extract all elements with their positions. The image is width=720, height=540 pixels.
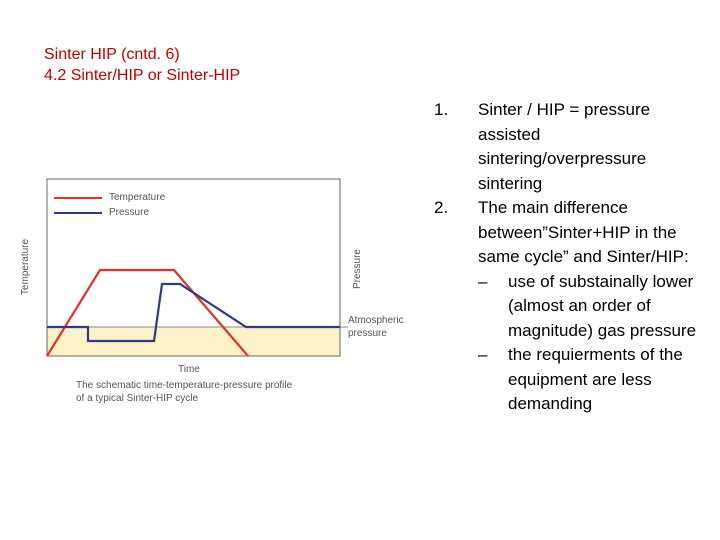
sub-item-text: the requierments of the equipment are less demanding [508, 345, 683, 413]
sub-item-dash: – [478, 271, 488, 291]
atmospheric-pressure-label-line-1: Atmospheric [348, 315, 404, 326]
list-item [430, 98, 700, 196]
sub-item-text: use of substainally lower (almost an order of magnitude) gas pressure [508, 271, 697, 340]
legend-temperature-label: Temperature [109, 192, 166, 203]
slide-title-line-1: Sinter HIP (cntd. 6) [44, 46, 180, 63]
figure-caption-line-2: of a typical Sinter-HIP cycle [76, 393, 199, 404]
x-axis-label: Time [178, 364, 200, 375]
sinter-hip-cycle-figure [14, 172, 434, 412]
slide-title [44, 44, 240, 86]
atmospheric-pressure-label-line-2: pressure [348, 328, 387, 339]
legend-pressure-label: Pressure [109, 207, 150, 218]
sub-item-dash: – [478, 345, 488, 364]
list-item-text: Sinter / HIP = pressure assisted sintering/overpressure sintering [478, 100, 651, 193]
bullet-list [430, 98, 700, 417]
y-axis-left-label: Temperature [20, 238, 31, 296]
slide-title-line-2: 4.2 Sinter/HIP or Sinter-HIP [44, 67, 241, 84]
list-item [430, 196, 700, 417]
sub-list-item [478, 270, 700, 344]
cycle-diagram [14, 172, 434, 412]
sub-list-item [478, 343, 700, 417]
y-axis-right-label: Pressure [352, 248, 363, 290]
list-item-number: 1. [434, 100, 449, 119]
list-item-number: 2. [434, 198, 449, 217]
list-item-text: The main difference between”Sinter+HIP in the same cycle” and Sinter/HIP: [478, 198, 689, 266]
figure-caption-line-1: The schematic time-temperature-pressure profile [76, 380, 293, 391]
